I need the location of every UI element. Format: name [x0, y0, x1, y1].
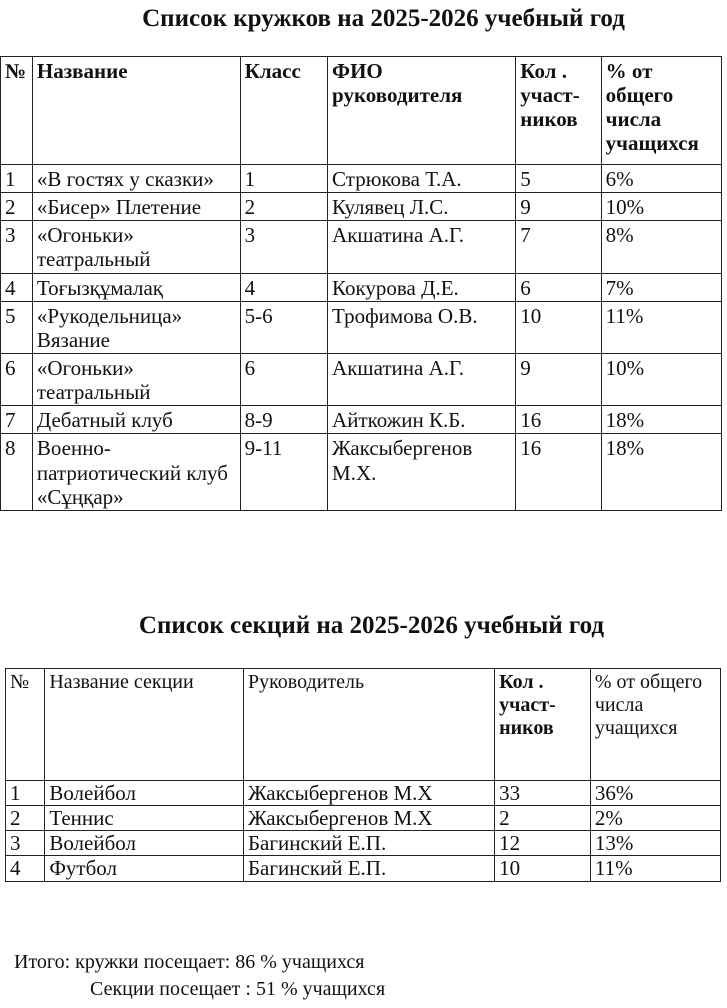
cell-name: Тоғызқұмалақ [32, 273, 240, 301]
cell-percent: 10% [601, 193, 721, 221]
cell-leader: Жаксыбергенов М.Х [243, 806, 494, 831]
col-header-leader: ФИО руководителя [328, 57, 516, 165]
cell-name: Дебатный клуб [32, 406, 240, 434]
cell-percent: 10% [601, 353, 721, 405]
col-header-participants: Кол . участ-ников [495, 669, 591, 781]
col-header-participants: Кол . участ-ников [516, 57, 601, 165]
col-header-name: Название [32, 57, 240, 165]
cell-grade: 8-9 [240, 406, 327, 434]
cell-leader: Кулявец Л.С. [328, 193, 516, 221]
cell-name: «Огоньки» театральный [32, 221, 240, 273]
cell-section-name: Волейбол [45, 831, 244, 856]
clubs-title: Список кружков на 2025-2026 учебный год [142, 5, 625, 32]
cell-participants: 9 [516, 193, 601, 221]
cell-grade: 4 [240, 273, 327, 301]
cell-percent: 11% [601, 301, 721, 353]
table-row [6, 781, 721, 806]
col-header-grade: Класс [240, 57, 327, 165]
cell-percent: 18% [601, 434, 721, 510]
cell-grade: 1 [240, 165, 327, 193]
cell-grade: 3 [240, 221, 327, 273]
clubs-table [0, 56, 722, 511]
table-row [6, 856, 721, 881]
col-header-section-name: Название секции [45, 669, 244, 781]
table-row [1, 273, 722, 301]
cell-number: 4 [6, 856, 45, 881]
cell-percent: 8% [601, 221, 721, 273]
cell-number: 3 [1, 221, 33, 273]
cell-number: 5 [1, 301, 33, 353]
cell-participants: 5 [516, 165, 601, 193]
cell-percent: 7% [601, 273, 721, 301]
cell-leader: Акшатина А.Г. [328, 221, 516, 273]
cell-participants: 9 [516, 353, 601, 405]
cell-leader: Кокурова Д.Е. [328, 273, 516, 301]
cell-leader: Жаксыбергенов М.Х. [328, 434, 516, 510]
table-row [1, 406, 722, 434]
table-row [1, 221, 722, 273]
cell-number: 3 [6, 831, 45, 856]
col-header-percent: % от общего числа учащихся [590, 669, 720, 781]
col-header-number: № [1, 57, 33, 165]
cell-participants: 12 [495, 831, 591, 856]
cell-percent: 6% [601, 165, 721, 193]
cell-participants: 10 [516, 301, 601, 353]
cell-number: 2 [6, 806, 45, 831]
cell-number: 6 [1, 353, 33, 405]
cell-grade: 5-6 [240, 301, 327, 353]
cell-name: «В гостях у сказки» [32, 165, 240, 193]
cell-participants: 33 [495, 781, 591, 806]
cell-leader: Айткожин К.Б. [328, 406, 516, 434]
cell-section-name: Волейбол [45, 781, 244, 806]
cell-number: 7 [1, 406, 33, 434]
cell-leader: Стрюкова Т.А. [328, 165, 516, 193]
table-row [1, 193, 722, 221]
cell-name: «Огоньки» театральный [32, 353, 240, 405]
cell-participants: 2 [495, 806, 591, 831]
cell-participants: 7 [516, 221, 601, 273]
cell-leader: Жаксыбергенов М.Х [243, 781, 494, 806]
table-row [1, 353, 722, 405]
col-header-leader: Руководитель [243, 669, 494, 781]
cell-percent: 13% [590, 831, 720, 856]
cell-leader: Багинский Е.П. [243, 831, 494, 856]
cell-number: 1 [1, 165, 33, 193]
cell-percent: 2% [590, 806, 720, 831]
cell-participants: 10 [495, 856, 591, 881]
summary-clubs: Итого: кружки посещает: 86 % учащихся [14, 951, 365, 973]
cell-leader: Багинский Е.П. [243, 856, 494, 881]
cell-participants: 16 [516, 434, 601, 510]
table-row [1, 165, 722, 193]
table-row [1, 301, 722, 353]
col-header-percent: % от общего числа учащихся [601, 57, 721, 165]
cell-number: 2 [1, 193, 33, 221]
col-header-number: № [6, 669, 45, 781]
table-row [6, 806, 721, 831]
table-row [1, 434, 722, 510]
cell-leader: Трофимова О.В. [328, 301, 516, 353]
cell-percent: 18% [601, 406, 721, 434]
cell-participants: 6 [516, 273, 601, 301]
cell-percent: 11% [590, 856, 720, 881]
table-row [6, 831, 721, 856]
summary-sections: Секции посещает : 51 % учащихся [90, 978, 386, 1000]
cell-name: Военно-патриотический клуб «Сұңқар» [32, 434, 240, 510]
sections-table [5, 668, 721, 882]
cell-name: «Бисер» Плетение [32, 193, 240, 221]
cell-grade: 2 [240, 193, 327, 221]
sections-title: Список секций на 2025-2026 учебный год [138, 612, 605, 639]
cell-name: «Рукодельница» Вязание [32, 301, 240, 353]
cell-section-name: Теннис [45, 806, 244, 831]
cell-number: 4 [1, 273, 33, 301]
cell-leader: Акшатина А.Г. [328, 353, 516, 405]
cell-participants: 16 [516, 406, 601, 434]
cell-section-name: Футбол [45, 856, 244, 881]
table-header-row [6, 669, 721, 781]
cell-number: 8 [1, 434, 33, 510]
cell-grade: 9-11 [240, 434, 327, 510]
cell-percent: 36% [590, 781, 720, 806]
cell-number: 1 [6, 781, 45, 806]
table-header-row [1, 57, 722, 165]
cell-grade: 6 [240, 353, 327, 405]
